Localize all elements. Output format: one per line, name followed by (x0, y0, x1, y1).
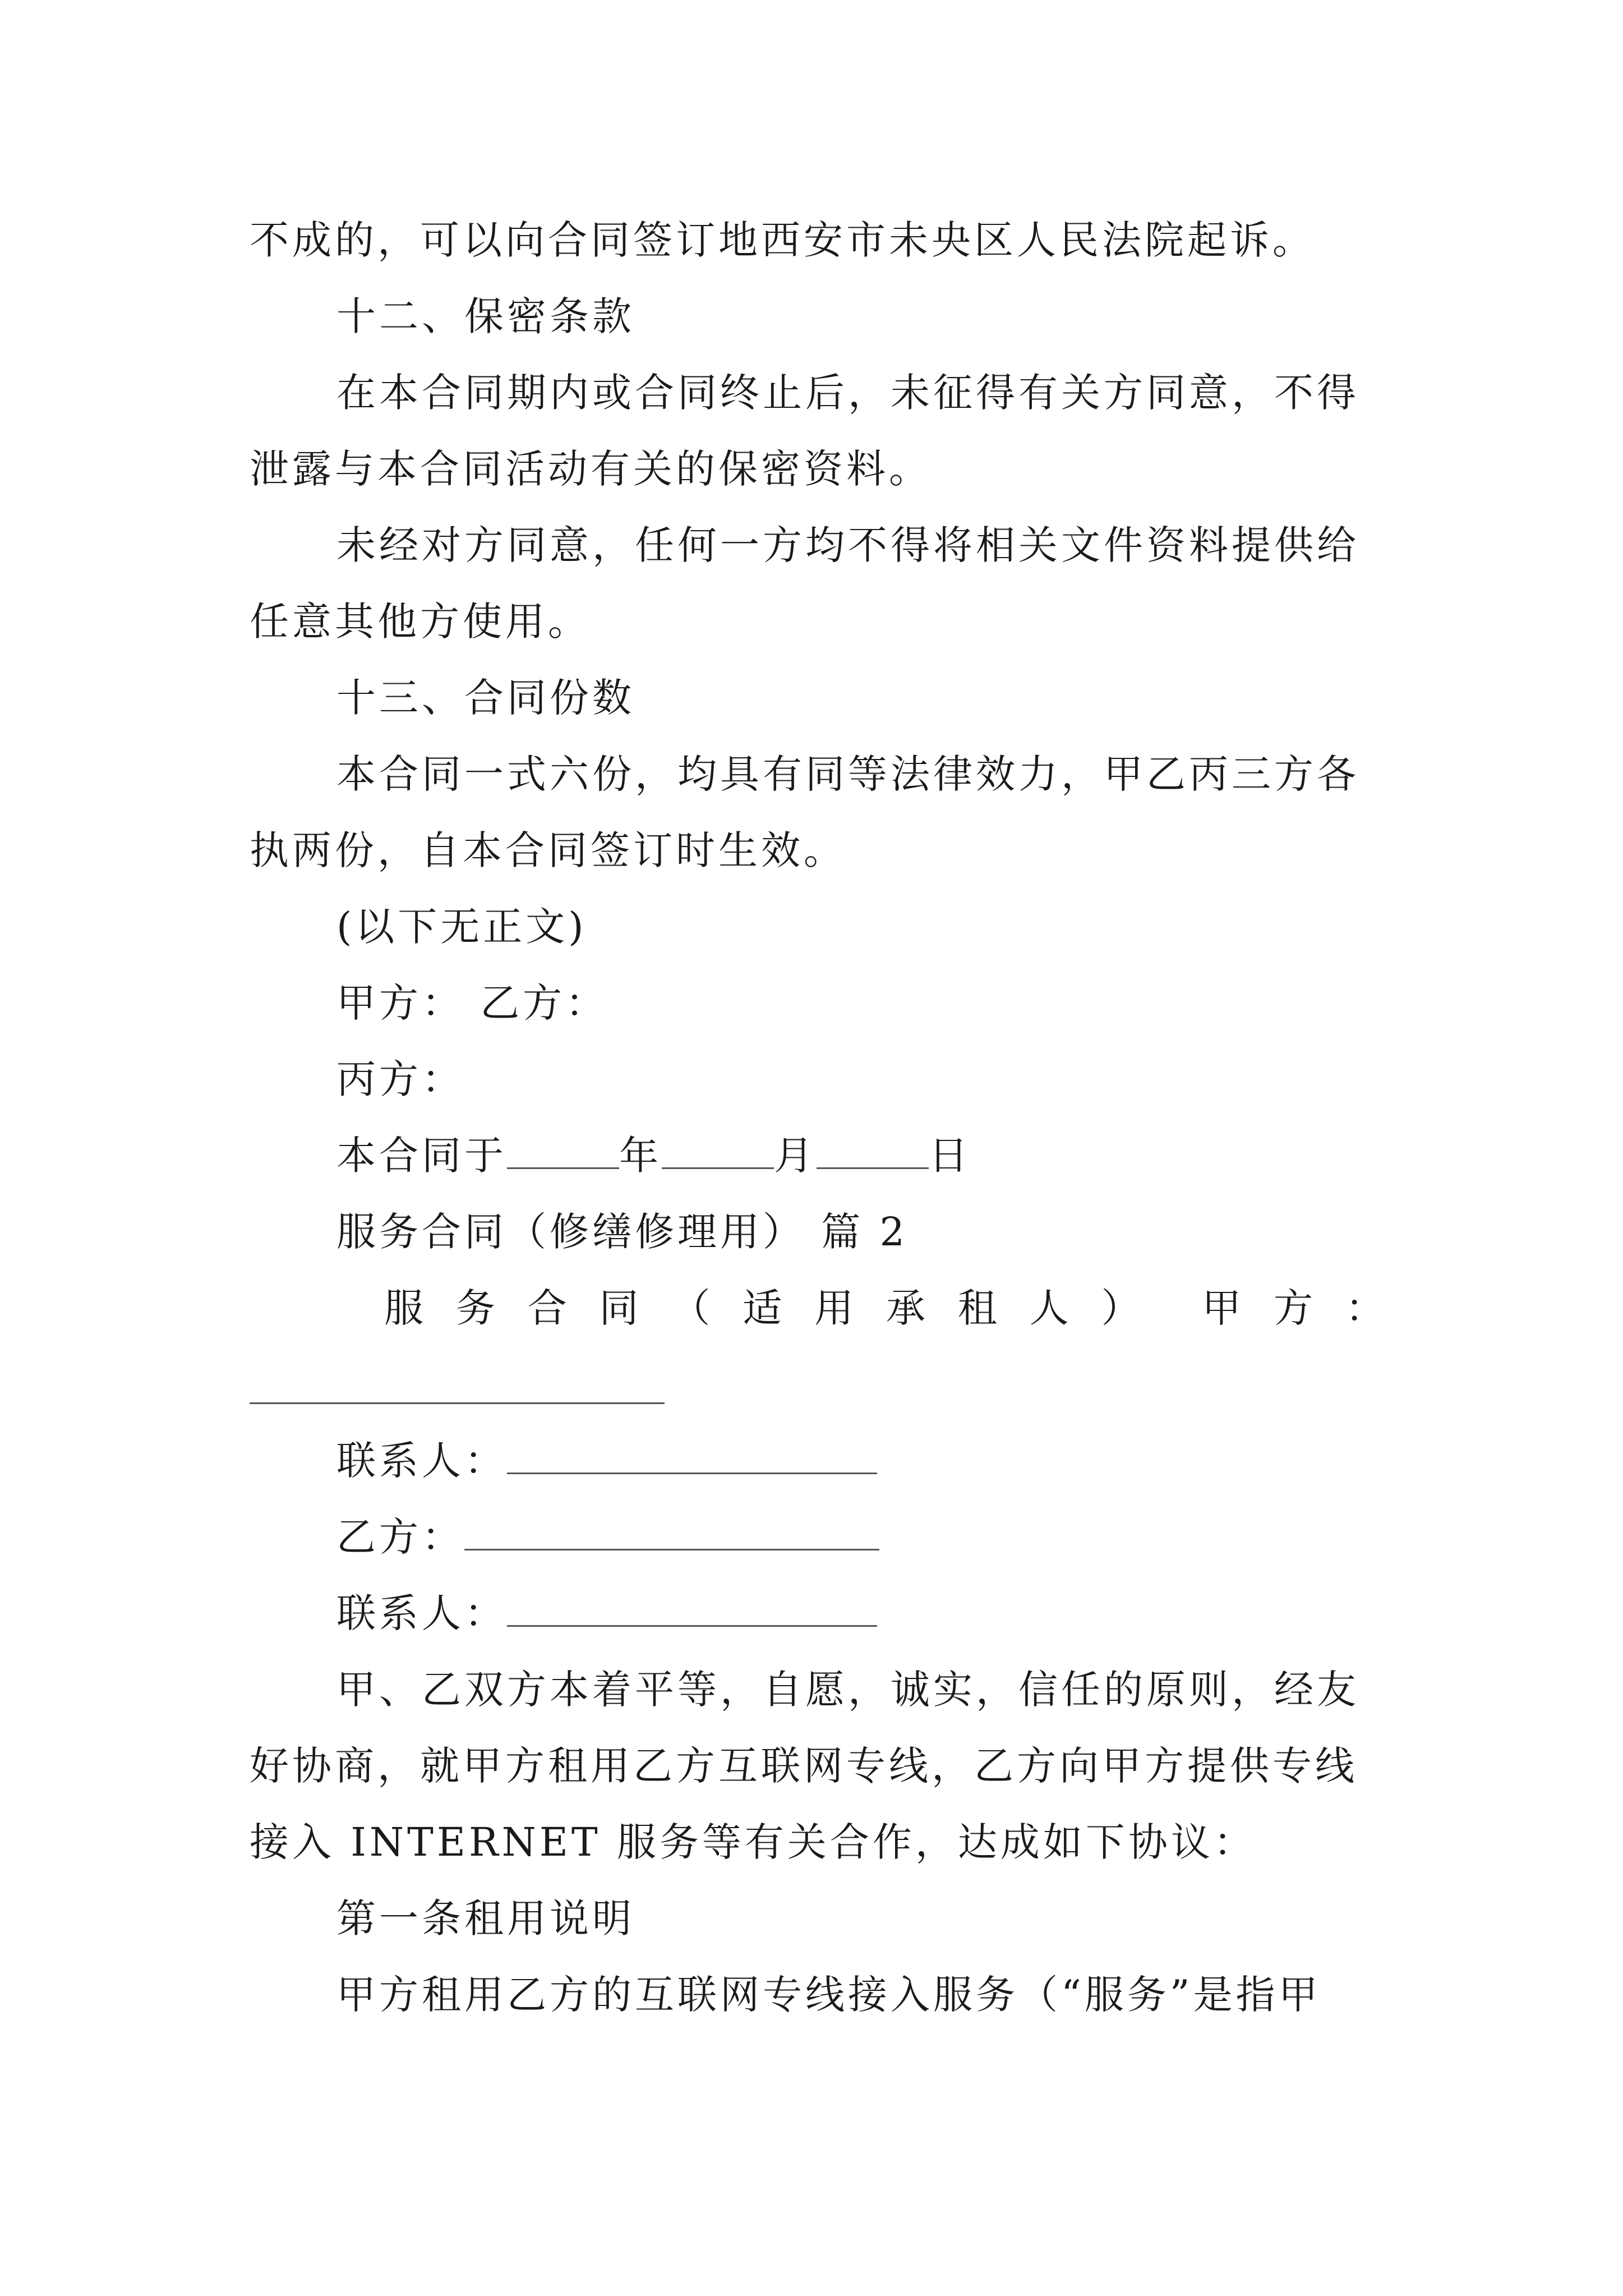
section-title: 服务合同（修缮修理用） 篇 2 (336, 1209, 909, 1255)
party-b-blank (464, 1510, 879, 1550)
contact-label: 联系人： (336, 1438, 507, 1484)
signature-line: 丙方： (336, 1056, 464, 1102)
title-char: ） (1101, 1285, 1144, 1331)
title-char: （ (671, 1285, 714, 1331)
paragraph-line: 未经对方同意，任何一方均不得将相关文件资料提供给 (336, 522, 1359, 568)
paragraph-line: 泄露与本合同活动有关的保密资料。 (250, 446, 932, 492)
title-char: 服 (384, 1285, 427, 1331)
paragraph-line: 接入 INTERNET 服务等有关合作，达成如下协议： (250, 1819, 1256, 1865)
party-b-line (250, 1499, 1388, 1575)
party-b-label: 乙方： (336, 1514, 464, 1560)
section-heading: 十二、保密条款 (336, 293, 635, 339)
title-char: 方 (1273, 1285, 1316, 1331)
date-prefix: 本合同于 (336, 1133, 507, 1179)
year-label: 年 (619, 1133, 662, 1179)
paragraph-line: 好协商，就甲方租用乙方互联网专线，乙方向甲方提供专线 (250, 1743, 1358, 1789)
contact-blank (507, 1433, 877, 1474)
title-char: ： (1345, 1285, 1388, 1331)
contact-line (250, 1575, 1388, 1651)
title-char: 租 (957, 1285, 1000, 1331)
contact-label: 联系人： (336, 1590, 507, 1636)
day-blank (817, 1128, 929, 1169)
paragraph-line: (以下无正文) (336, 904, 587, 950)
month-blank (662, 1128, 774, 1169)
paragraph-line: 执两份，自本合同签订时生效。 (250, 827, 846, 873)
paragraph-line: 在本合同期内或合同终止后，未征得有关方同意，不得 (336, 370, 1359, 416)
day-label: 日 (929, 1133, 971, 1179)
signature-line: 甲方： 乙方： (336, 980, 608, 1026)
title-char: 合 (527, 1285, 570, 1331)
paragraph-line: 任意其他方使用。 (250, 599, 591, 645)
title-char: 适 (743, 1285, 786, 1331)
paragraph-line: 甲、乙双方本着平等，自愿，诚实，信任的原则，经友 (336, 1667, 1359, 1713)
title-char: 甲 (1202, 1285, 1245, 1331)
section-heading: 第一条租用说明 (336, 1895, 635, 1941)
paragraph-line: 不成的，可以向合同签订地西安市未央区人民法院起诉。 (250, 217, 1315, 263)
paragraph-line: 本合同一式六份，均具有同等法律效力，甲乙丙三方各 (336, 751, 1359, 797)
contact-line (250, 1423, 1388, 1499)
contract-title-line (250, 1270, 1388, 1346)
month-label: 月 (774, 1133, 817, 1179)
paragraph-line: 甲方租用乙方的互联网专线接入服务（“服务”是指甲 (336, 1972, 1321, 2018)
title-char: 用 (814, 1285, 857, 1331)
title-char: 人 (1029, 1285, 1072, 1331)
party-a-blank (250, 1363, 665, 1404)
title-char: 承 (886, 1285, 929, 1331)
document-body (250, 202, 1388, 2033)
year-blank (507, 1128, 619, 1169)
title-char: 同 (599, 1285, 642, 1331)
section-heading: 十三、合同份数 (336, 675, 635, 721)
party-a-blank-line (250, 1346, 1388, 1423)
title-char: 务 (455, 1285, 499, 1331)
contact-blank (507, 1586, 877, 1627)
date-line (250, 1117, 1388, 1194)
